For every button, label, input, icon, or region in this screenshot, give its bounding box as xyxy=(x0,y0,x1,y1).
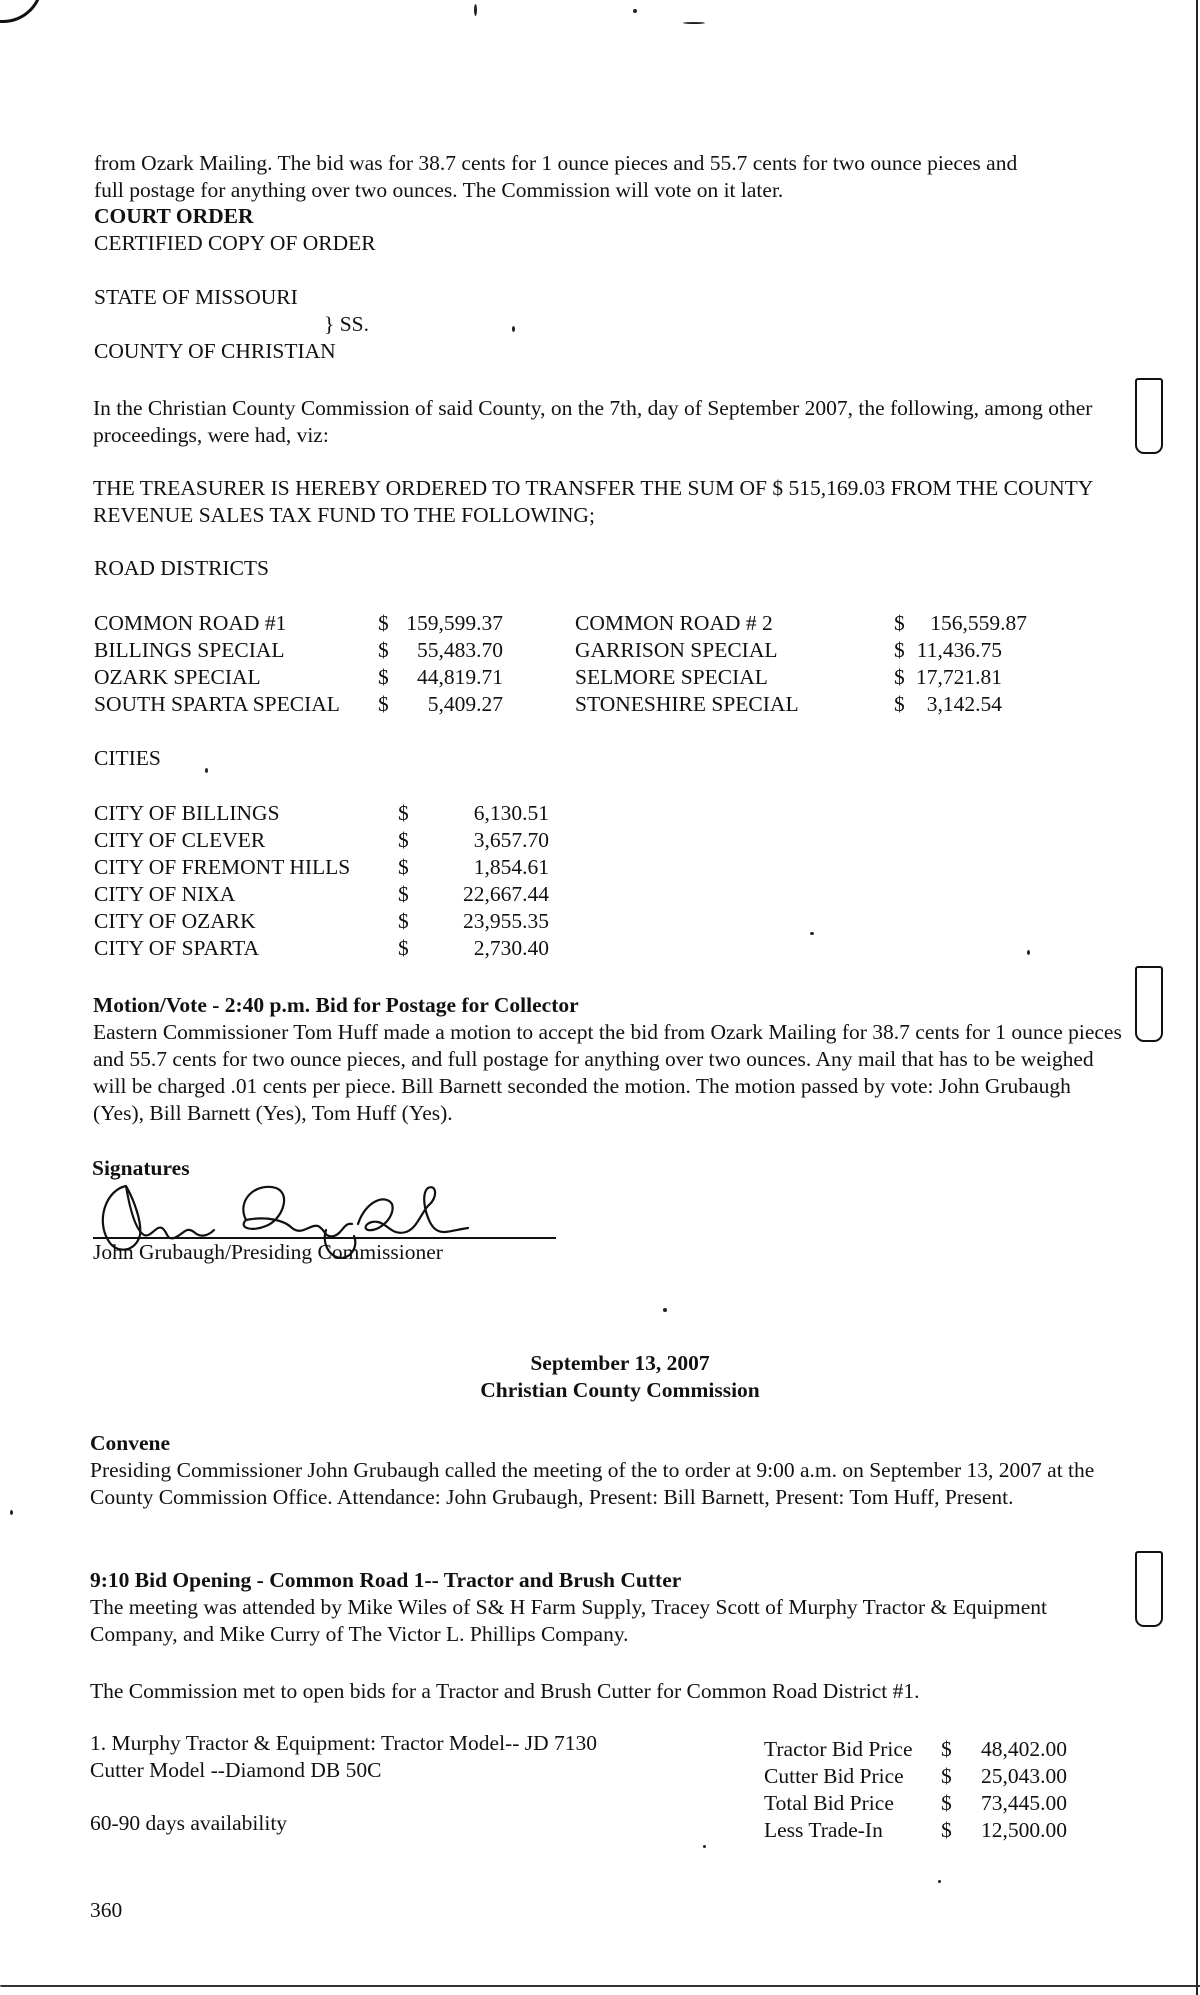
scan-speck xyxy=(663,1308,667,1312)
margin-bracket-mark xyxy=(1135,966,1163,1042)
district-amount: 55,483.70 xyxy=(417,638,503,662)
city-amount: 23,955.35 xyxy=(463,909,549,933)
city-name: CITY OF BILLINGS xyxy=(94,801,280,825)
city-row xyxy=(0,908,1200,935)
bid1-cutter-model: Cutter Model --Diamond DB 50C xyxy=(90,1758,382,1782)
district-name: SELMORE SPECIAL xyxy=(575,665,768,689)
bid-opening-heading: 9:10 Bid Opening - Common Road 1-- Tractor and Brush Cutter xyxy=(90,1568,682,1592)
district-amount: 5,409.27 xyxy=(427,692,503,716)
scan-speck xyxy=(205,768,208,773)
scan-speck xyxy=(683,22,705,24)
signer-title: John Grubaugh/Presiding Commissioner xyxy=(93,1240,443,1264)
page-right-edge xyxy=(1196,0,1198,1995)
city-currency: $ xyxy=(398,855,409,879)
road-district-row xyxy=(0,610,1200,637)
motion-paragraph: Eastern Commissioner Tom Huff made a motion to accept the bid from Ozark Mailing for 38.7 cents for 1 ounce pieces and 55.7 cents for two ounce pieces, and full postage for anything over two ounces. Any mail that has to be weighed will be charged .01 cents per piece. Bill Barnett seconded the motion. The motion passed by vote: John Grubaugh (Yes), Bill Barnett (Yes), Tom Huff (Yes). xyxy=(93,1020,1122,1125)
bid-price-amount: 25,043.00 xyxy=(981,1764,1067,1788)
margin-bracket-mark xyxy=(1135,1551,1163,1627)
district-name: GARRISON SPECIAL xyxy=(575,638,778,662)
scan-speck xyxy=(703,1845,706,1848)
city-row xyxy=(0,854,1200,881)
ss-label: } SS. xyxy=(324,312,369,336)
district-currency: $ xyxy=(378,692,389,716)
page-bottom-edge xyxy=(0,1985,1200,1987)
district-amount: 3,142.54 xyxy=(926,692,1002,716)
city-name: CITY OF OZARK xyxy=(94,909,256,933)
district-currency: $ xyxy=(378,665,389,689)
bid-price-currency: $ xyxy=(941,1737,952,1761)
city-amount: 6,130.51 xyxy=(473,801,549,825)
road-district-row xyxy=(0,664,1200,691)
district-name: COMMON ROAD #1 xyxy=(94,611,287,635)
city-amount: 2,730.40 xyxy=(473,936,549,960)
city-row xyxy=(0,827,1200,854)
city-name: CITY OF NIXA xyxy=(94,882,236,906)
meeting-body: Christian County Commission xyxy=(480,1378,760,1402)
city-name: CITY OF SPARTA xyxy=(94,936,260,960)
convene-heading: Convene xyxy=(90,1431,171,1455)
district-currency: $ xyxy=(894,665,905,689)
scan-speck xyxy=(633,9,637,13)
district-name: COMMON ROAD # 2 xyxy=(575,611,773,635)
city-currency: $ xyxy=(398,882,409,906)
district-currency: $ xyxy=(378,611,389,635)
district-name: SOUTH SPARTA SPECIAL xyxy=(94,692,340,716)
state-label: STATE OF MISSOURI xyxy=(94,285,298,309)
meeting-date: September 13, 2007 xyxy=(530,1351,710,1375)
cities-heading: CITIES xyxy=(94,746,161,770)
district-amount: 159,599.37 xyxy=(406,611,503,635)
city-amount: 22,667.44 xyxy=(463,882,549,906)
road-district-row xyxy=(0,637,1200,664)
intro-line-1: from Ozark Mailing. The bid was for 38.7 cents for 1 ounce pieces and 55.7 cents for two ounce pieces and xyxy=(94,151,1018,175)
bid-price-currency: $ xyxy=(941,1764,952,1788)
certified-copy-label: CERTIFIED COPY OF ORDER xyxy=(94,231,376,255)
county-label: COUNTY OF CHRISTIAN xyxy=(94,339,336,363)
scan-speck xyxy=(938,1880,941,1883)
signatures-heading: Signatures xyxy=(92,1156,190,1180)
bid-purpose: The Commission met to open bids for a Tractor and Brush Cutter for Common Road District #1. xyxy=(90,1679,920,1703)
convene-paragraph: Presiding Commissioner John Grubaugh called the meeting of the to order at 9:00 a.m. on September 13, 2007 at the County Commission Office. Attendance: John Grubaugh, Present: Bill Barnett, Present: Tom Huff, Present. xyxy=(90,1458,1095,1509)
city-currency: $ xyxy=(398,936,409,960)
transfer-order-paragraph: THE TREASURER IS HEREBY ORDERED TO TRANSFER THE SUM OF $ 515,169.03 FROM THE COUNTY REVENUE SALES TAX FUND TO THE FOLLOWING; xyxy=(93,476,1093,527)
bid-price-amount: 12,500.00 xyxy=(981,1818,1067,1842)
bid1-tractor-model: 1. Murphy Tractor & Equipment: Tractor Model-- JD 7130 xyxy=(90,1731,598,1755)
scan-speck xyxy=(512,326,515,332)
court-order-heading: COURT ORDER xyxy=(94,204,254,228)
district-currency: $ xyxy=(894,638,905,662)
district-currency: $ xyxy=(378,638,389,662)
city-amount: 1,854.61 xyxy=(473,855,549,879)
bid-price-amount: 73,445.00 xyxy=(981,1791,1067,1815)
district-currency: $ xyxy=(894,611,905,635)
district-amount: 17,721.81 xyxy=(916,665,1002,689)
bid1-availability: 60-90 days availability xyxy=(90,1811,288,1835)
city-amount: 3,657.70 xyxy=(473,828,549,852)
bid-price-currency: $ xyxy=(941,1818,952,1842)
district-name: BILLINGS SPECIAL xyxy=(94,638,285,662)
bid-price-label: Less Trade-In xyxy=(764,1818,883,1842)
bid-price-label: Tractor Bid Price xyxy=(764,1737,913,1761)
bid-price-row xyxy=(0,1736,1200,1763)
bid-price-row xyxy=(0,1763,1200,1790)
intro-line-2: full postage for anything over two ounces. The Commission will vote on it later. xyxy=(94,178,784,202)
city-name: CITY OF CLEVER xyxy=(94,828,266,852)
city-row xyxy=(0,800,1200,827)
bid-price-label: Total Bid Price xyxy=(764,1791,894,1815)
city-row xyxy=(0,935,1200,962)
bid-price-row xyxy=(0,1790,1200,1817)
district-amount: 44,819.71 xyxy=(417,665,503,689)
bid-price-row xyxy=(0,1817,1200,1844)
bid-price-label: Cutter Bid Price xyxy=(764,1764,904,1788)
motion-heading: Motion/Vote - 2:40 p.m. Bid for Postage for Collector xyxy=(93,993,579,1017)
bid-price-currency: $ xyxy=(941,1791,952,1815)
page-number: 360 xyxy=(90,1898,123,1922)
district-name: STONESHIRE SPECIAL xyxy=(575,692,799,716)
road-district-row xyxy=(0,691,1200,718)
city-name: CITY OF FREMONT HILLS xyxy=(94,855,351,879)
road-districts-heading: ROAD DISTRICTS xyxy=(94,556,270,580)
bid-price-amount: 48,402.00 xyxy=(981,1737,1067,1761)
district-amount: 11,436.75 xyxy=(916,638,1002,662)
district-currency: $ xyxy=(894,692,905,716)
city-currency: $ xyxy=(398,828,409,852)
proceedings-paragraph: In the Christian County Commission of said County, on the 7th, day of September 2007, the following, among other proceedings, were had, viz: xyxy=(93,396,1093,447)
page-corner-mark xyxy=(0,0,43,23)
city-currency: $ xyxy=(398,801,409,825)
city-currency: $ xyxy=(398,909,409,933)
district-name: OZARK SPECIAL xyxy=(94,665,261,689)
scan-speck xyxy=(10,1510,13,1515)
district-amount: 156,559.87 xyxy=(930,611,1027,635)
city-row xyxy=(0,881,1200,908)
bid-attendees-paragraph: The meeting was attended by Mike Wiles of S& H Farm Supply, Tracey Scott of Murphy Tractor & Equipment Company, and Mike Curry of The Victor L. Phillips Company. xyxy=(90,1595,1047,1646)
scan-speck xyxy=(474,4,477,16)
